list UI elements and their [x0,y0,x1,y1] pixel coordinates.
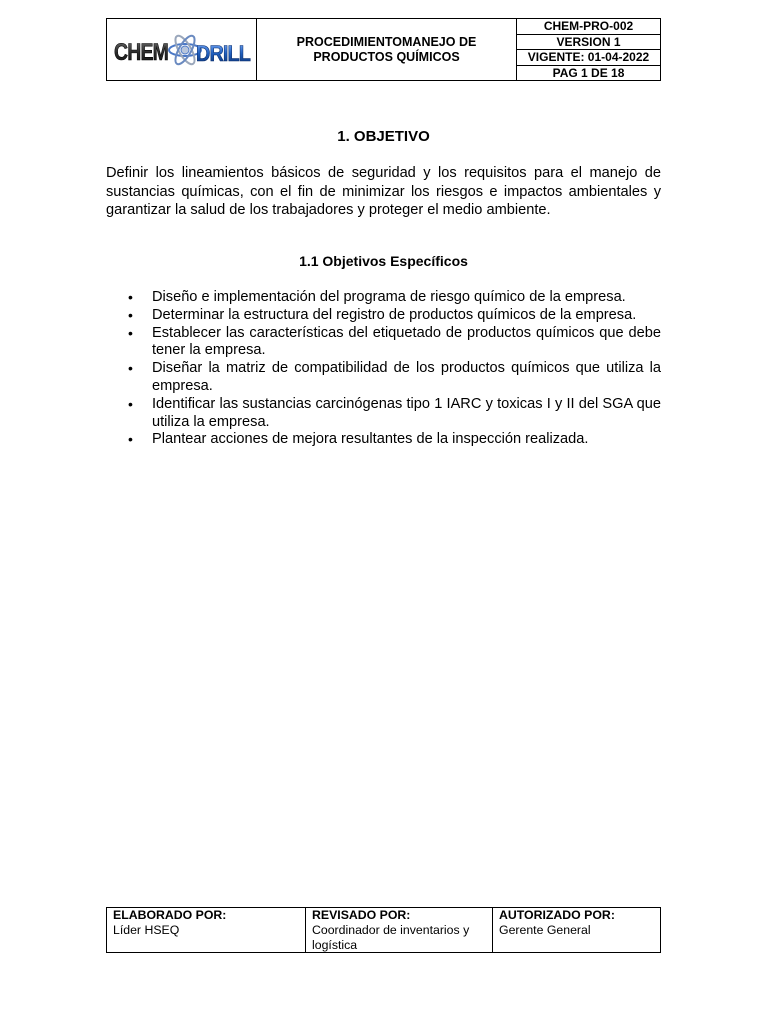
approval-table [106,907,661,953]
subsection-heading: 1.1 Objetivos Específicos [299,253,468,269]
authorized-by-label: AUTORIZADO POR: [499,908,615,922]
specific-objectives-list [106,289,661,449]
list-item: • Establecer las características del etiquetado de productos químicos que debe tener la empresa. [128,324,661,359]
reviewed-by-label: REVISADO POR: [312,908,411,922]
svg-text:DRILL: DRILL [195,40,251,66]
list-item: • Diseñar la matriz de compatibilidad de los productos químicos que utiliza la empresa. [128,360,661,394]
document-page-number: PAG 1 DE 18 [552,65,625,80]
document-header [106,18,661,81]
bullet-icon: • [128,395,133,412]
document-version: VERSION 1 [517,35,660,51]
elaborated-by-cell [107,908,306,952]
objective-paragraph: Definir los lineamientos básicos de seguridad y los requisitos para el manejo de sustancias químicas, con el fin de minimizar los riesgos e impactos ambientales y garantizar la salud de los trabajadores y proteger el medio ambiente. [106,165,661,218]
bullet-icon: • [128,431,133,448]
document-code: CHEM-PRO-002 [517,19,660,35]
document-meta [517,19,660,80]
list-item: • Diseño e implementación del programa de riesgo químico de la empresa. [128,289,626,305]
bullet-icon: • [128,306,133,323]
reviewed-by-value: Coordinador de inventarios y logística [312,923,470,952]
list-item: • Identificar las sustancias carcinógenas tipo 1 IARC y toxicas I y II del SGA que utiliza la empresa. [128,395,661,430]
list-item: • Plantear acciones de mejora resultantes de la inspección realizada. [128,431,589,448]
company-logo-cell [107,19,257,80]
chemdrill-logo [112,30,252,70]
authorized-by-value: Gerente General [499,923,591,937]
svg-text:CHEM: CHEM [113,38,168,66]
document-title: PROCEDIMIENTOMANEJO DE PRODUCTOS QUÍMICOS [257,19,517,80]
document-effective-date: VIGENTE: 01-04-2022 [517,50,660,66]
bullet-icon: • [128,324,133,341]
authorized-by-cell [493,908,660,952]
section-heading: 1. OBJETIVO [337,128,430,145]
elaborated-by-label: ELABORADO POR: [113,908,227,922]
bullet-icon: • [128,289,133,305]
elaborated-by-value: Líder HSEQ [113,923,180,937]
reviewed-by-cell [306,908,493,952]
bullet-icon: • [128,360,133,377]
list-item: • Determinar la estructura del registro de productos químicos de la empresa. [128,306,637,323]
